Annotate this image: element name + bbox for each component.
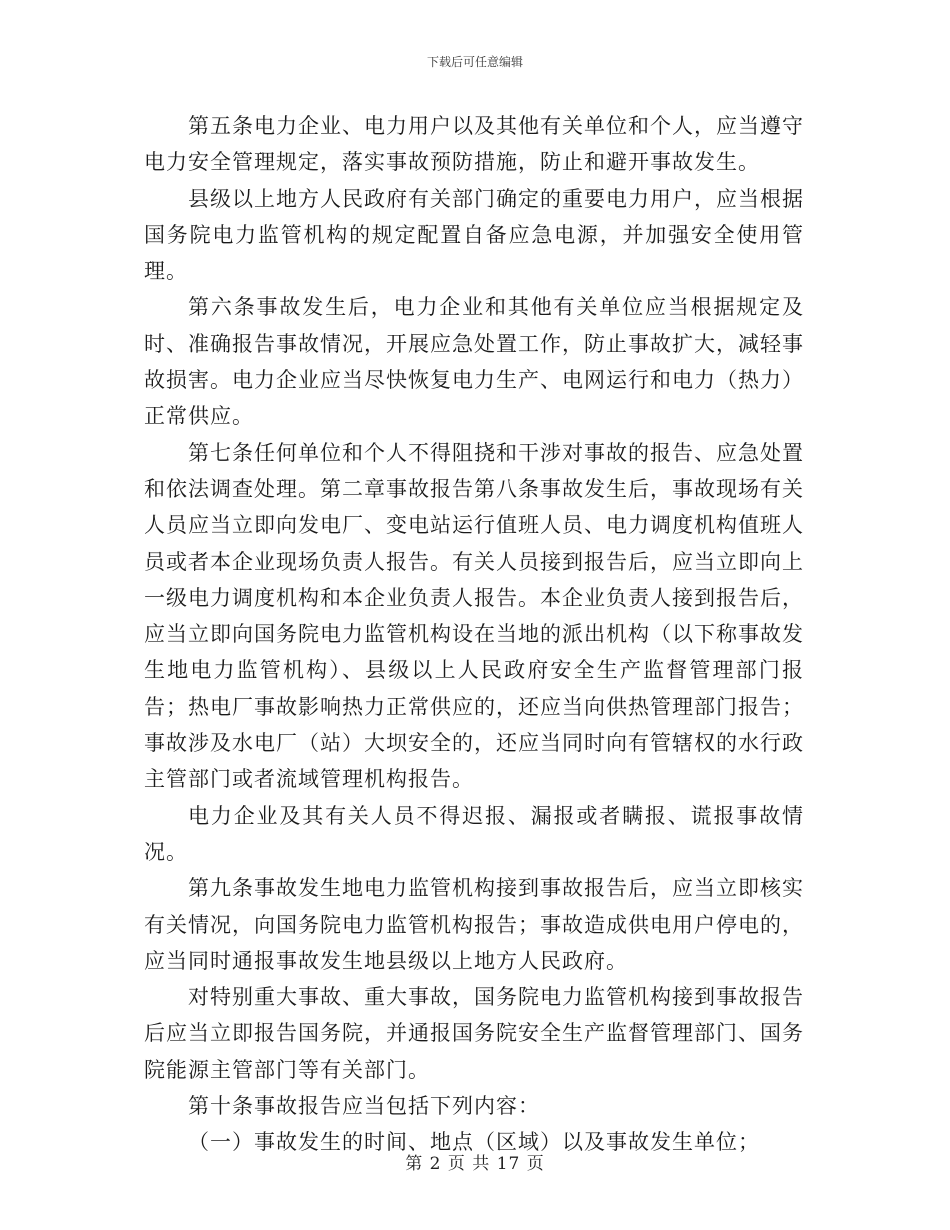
paragraph-important-users: 县级以上地方人民政府有关部门确定的重要电力用户，应当根据国务院电力监管机构的规定配置自备应急电源，并加强安全使用管理。 <box>144 186 804 284</box>
paragraph-article-5: 第五条电力企业、电力用户以及其他有关单位和个人，应当遵守电力安全管理规定，落实事故预防措施，防止和避开事故发生。 <box>144 114 804 175</box>
page-number: 第 2 页 共 17 页 <box>405 1154 545 1174</box>
paragraph-item-1: （一）事故发生的时间、地点（区域）以及事故发生单位； <box>188 1130 760 1155</box>
page-header <box>0 53 950 70</box>
paragraph-article-7-8: 第七条任何单位和个人不得阻挠和干涉对事故的报告、应急处置和依法调查处理。第二章事故报告第八条事故发生后，事故现场有关人员应当立即向发电厂、变电站运行值班人员、电力调度机构值班人员或者本企业现场负责人报告。有关人员接到报告后，应当立即向上一级电力调度机构和本企业负责人报告。本企业负责人接到报告后，应当立即向国务院电力监管机构设在当地的派出机构（以下称事故发生地电力监管机构）、县级以上人民政府安全生产监督管理部门报告；热电厂事故影响热力正常供应的，还应当向供热管理部门报告；事故涉及水电厂（站）大坝安全的，还应当同时向有管辖权的水行政主管部门或者流域管理机构报告。 <box>144 440 804 792</box>
paragraph-major-accidents: 对特别重大事故、重大事故，国务院电力监管机构接到事故报告后应当立即报告国务院，并通报国务院安全生产监督管理部门、国务院能源主管部门等有关部门。 <box>144 985 804 1082</box>
paragraph-article-6: 第六条事故发生后，电力企业和其他有关单位应当根据规定及时、准确报告事故情况，开展应急处置工作，防止事故扩大，减轻事故损害。电力企业应当尽快恢复电力生产、电网运行和电力（热力）正常供应。 <box>144 295 804 429</box>
paragraph-article-10: 第十条事故报告应当包括下列内容： <box>188 1094 540 1119</box>
document-body <box>144 108 804 1161</box>
header-note: 下载后可任意编辑 <box>426 55 523 69</box>
paragraph-article-9: 第九条事故发生地电力监管机构接到事故报告后，应当立即核实有关情况，向国务院电力监管机构报告；事故造成供电用户停电的，应当同时通报事故发生地县级以上地方人民政府。 <box>144 876 804 973</box>
paragraph-no-late-report: 电力企业及其有关人员不得迟报、漏报或者瞒报、谎报事故情况。 <box>144 803 804 864</box>
page-footer <box>0 1149 950 1174</box>
